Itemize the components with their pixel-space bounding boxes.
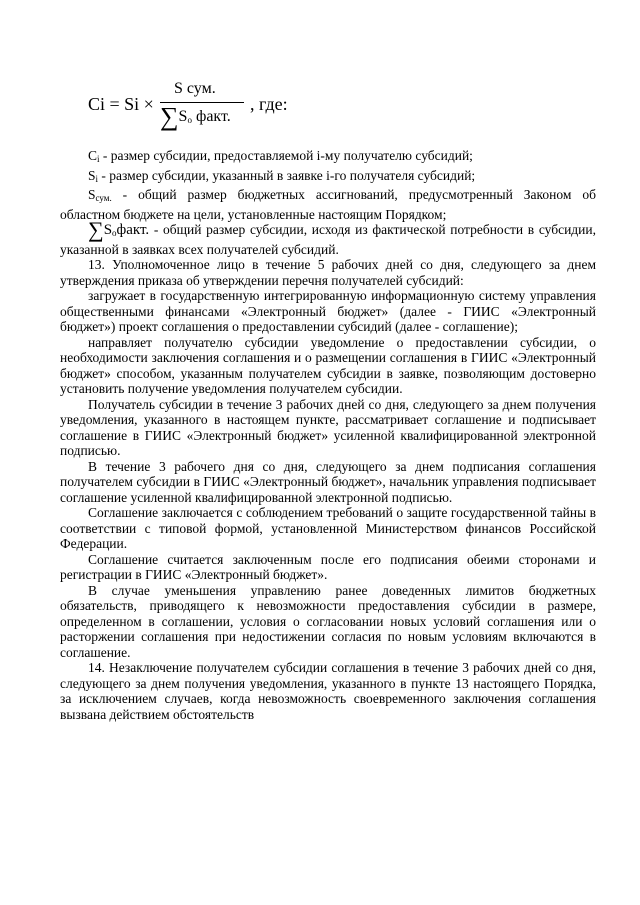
definition-ssum xyxy=(60,187,596,222)
si-symbol: S xyxy=(88,167,96,183)
formula-lhs: Ci = Si × xyxy=(88,94,154,114)
ci-sub: i xyxy=(97,154,100,164)
paragraph: В течение 3 рабочего дня со дня, следующего за днем подписания соглашения получателем субсидии в ГИИС «Электронный бюджет», начальник управления подписывает соглашение усиленной квалифицированной электронной подписью. xyxy=(60,458,596,505)
document-body xyxy=(60,148,596,722)
sfact-sub: o xyxy=(112,228,117,238)
formula-numerator: S сум. xyxy=(174,80,216,97)
paragraph: Соглашение считается заключенным после его подписания обеими сторонами и регистрации в ГИИС «Электронный бюджет». xyxy=(60,551,596,582)
ci-text: - размер субсидии, предоставляемой i-му получателю субсидий; xyxy=(99,148,473,163)
denominator-sub: o xyxy=(187,115,192,125)
sigma-symbol: ∑ xyxy=(160,102,179,131)
paragraph: 13. Уполномоченное лицо в течение 5 рабочих дней со дня, следующего за днем утверждения приказа об утверждении перечня получателей субсидий: xyxy=(60,257,596,288)
ssum-sub: сум. xyxy=(95,193,112,203)
paragraph: В случае уменьшения управлению ранее доведенных лимитов бюджетных обязательств, приводящего к невозможности предоставления субсидии в размере, определенном в соглашении, условия о согласовании новых условий соглашения или о расторжении соглашения при недостижении согласия по новым условиям включаются в соглашение. xyxy=(60,582,596,660)
sfact-text: - общий размер субсидии, исходя из фактической потребности в субсидии, указанной в заявках всех получателей субсидий. xyxy=(60,222,596,257)
subsidy-formula xyxy=(88,78,408,138)
si-sub: i xyxy=(95,173,99,184)
definition-si xyxy=(60,168,596,188)
formula-tail: , где: xyxy=(250,94,288,114)
sfact-sigma: ∑ xyxy=(88,217,104,242)
formula-denominator xyxy=(160,104,231,130)
sfact-s: S xyxy=(103,222,113,238)
paragraph: Соглашение заключается с соблюдением требований о защите государственной тайны в соответствии с типовой формой, установленной Министерством финансов Российской Федерации. xyxy=(60,505,596,551)
ci-symbol: C xyxy=(88,148,98,163)
denominator-rest: факт. xyxy=(195,108,231,125)
ssum-text: - общий размер бюджетных ассигнований, предусмотренный Законом об областном бюджете на цели, установленные настоящим Порядком; xyxy=(60,187,596,222)
paragraph: 14. Незаключение получателем субсидии соглашения в течение 3 рабочих дней со дня, следующего за днем получения уведомления, указанного в пункте 13 настоящего Порядка, за исключением случаев, когда невозможность своевременного заключения соглашения вызвана действием обстоятельств xyxy=(60,660,596,722)
definition-sfact xyxy=(60,217,596,257)
paragraph: направляет получателю субсидии уведомление о предоставлении субсидии, о необходимости заключения соглашения и о размещении соглашения в ГИИС «Электронный бюджет» способом, указанным получателем субсидии в заявке, позволяющим достоверно установить получение уведомления получателем субсидии. xyxy=(60,334,596,396)
formula-fraction xyxy=(160,78,244,138)
denominator-s: S xyxy=(178,108,188,125)
paragraph: Получатель субсидии в течение 3 рабочих дней со дня, следующего за днем получения уведомления, указанного в настоящем пункте, рассматривает соглашение и подписывает соглашение в ГИИС «Электронный бюджет» усиленной квалифицированной электронной подписью. xyxy=(60,396,596,458)
si-text: - размер субсидии, указанный в заявке i-го получателя субсидий; xyxy=(98,167,476,183)
paragraph: загружает в государственную интегрированную информационную систему управления общественными финансами «Электронный бюджет» (далее - ГИИС «Электронный бюджет») проект соглашения о предоставлении субсидий (далее - соглашение); xyxy=(60,288,596,334)
sfact-rest: факт. xyxy=(116,222,150,238)
definition-ci xyxy=(60,148,596,168)
ssum-symbol: S xyxy=(88,187,96,202)
